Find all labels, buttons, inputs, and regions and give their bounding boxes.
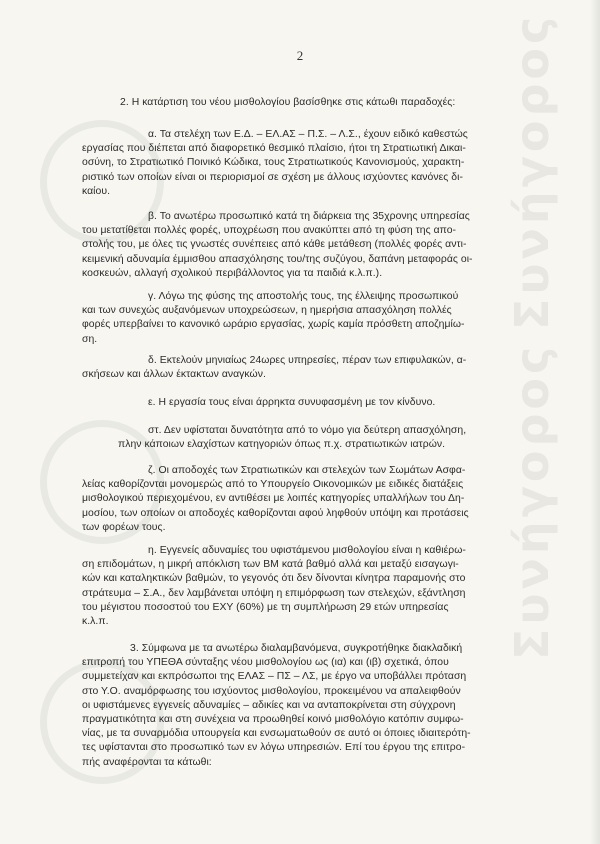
text-line: λείας καθορίζονται μονομερώς από το Υπουργείο Οικονομικών με ειδικές διατάξεις (82, 479, 464, 491)
text-line: του μετατίθεται πολλές φορές, υποχρέωση που ανακύπτει από τη φύση της απο- (82, 225, 457, 237)
paragraph-d (82, 354, 544, 382)
text-line: πραγματικότητα και στη συνέχεια να προωθηθεί κοινό μισθολόγιο κατόπιν συμφω- (82, 714, 464, 726)
text-line: στράτευμα – Σ.Α., δεν λαμβάνεται υπόψη η επιμόρφωση των στελεχών, εξάντληση (82, 587, 466, 599)
text-line: στ. Δεν υφίσταται δυνατότητα από το νόμο για δεύτερη απασχόληση, (148, 425, 467, 436)
text-line: κών και καταληκτικών βαθμών, το γεγονός ότι δεν δίνονται κίνητρα παραμονής στο (82, 573, 466, 585)
text-line: πλην κάποιων ελαχίστων κατηγοριών όπως π.χ. στρατιωτικών ιατρών. (118, 439, 446, 451)
text-line: κειμενική αδυναμία έμμισθου απασχόλησης του/της συζύγου, δαπάνη μεταφοράς οι- (82, 253, 473, 265)
text-line: στολής του, με όλες τις γνωστές συνέπειες από κάθε μετάθεση (πολλές φορές αντι- (82, 239, 467, 251)
paragraph-e (82, 396, 544, 410)
text-line: συμμετείχαν και εκπρόσωποι της ΕΛΑΣ – ΠΣ – ΛΣ, με έργο να υποβάλλει πρόταση (82, 671, 467, 683)
paragraph-2 (120, 96, 540, 110)
text-line: επιτροπή του ΥΠΕΘΑ σύνταξης νέου μισθολογίου ως (ια) και (ιβ) σχετικά, όπου (82, 657, 449, 669)
text-line: τες υφίστανται στο προσωπικό των εν λόγω υπηρεσιών. Επί του έργου της επιτρο- (82, 742, 466, 754)
text-line: ριστικό των οποίων είναι οι περιορισμοί σε σχέση με άλλους ισχύοντες κανόνες δι- (82, 171, 463, 183)
paragraph-3 (82, 642, 544, 770)
text-line: ζ. Οι αποδοχές των Στρατιωτικών και στελεχών των Σωμάτων Ασφα- (148, 465, 466, 476)
page-number: 2 (296, 48, 304, 63)
text-line: οσύνη, το Στρατιωτικό Ποινικό Κώδικα, τους Στρατιωτικούς Κανονισμούς, χαρακτη- (82, 157, 465, 169)
text-line: φορές υπερβαίνει το κανονικό ωράριο εργασίας, χωρίς καμία πρόσθετη αποζημίω- (82, 319, 465, 331)
paragraph-h (82, 544, 544, 629)
text-line: και των συνεχώς αυξανόμενων υποχρεώσεων, η ημερήσια απασχόληση πολλές (82, 305, 452, 317)
text-line: οι υφιστάμενες εγγενείς αδυναμίες – αδικίες και να ανταποκρίνεται στη σύγχρονη (82, 699, 456, 711)
text-line: εργασίας που διέπεται από διαφορετικό θεσμικό πλαίσιο, ήτοι τη Στρατιωτική Δικαι- (82, 143, 466, 155)
paragraph-a (82, 128, 544, 199)
paragraph-b (82, 210, 544, 281)
text-line: δ. Εκτελούν μηνιαίως 24ωρες υπηρεσίες, πέραν των επιφυλακών, α- (148, 355, 467, 366)
text-line: 2. Η κατάρτιση του νέου μισθολογίου βασίσθηκε στις κάτωθι παραδοχές: (120, 97, 456, 108)
text-line: μοσίου, των οποίων οι αποδοχές καθορίζονται αφού ληφθούν υπόψη και προτάσεις (82, 507, 469, 519)
text-line: μισθολογικού περιεχομένου, εν αντιθέσει με λοιπές κατηγορίες υπαλλήλων του Δη- (82, 493, 465, 505)
watermark-text: Συνήγορος (505, 12, 559, 330)
text-line: σκήσεων και άλλων έκτακτων αναγκών. (82, 369, 266, 381)
text-line: γ. Λόγω της φύσης της αποστολής τους, της έλλειψης προσωπικού (148, 291, 459, 302)
page-edge-shadow (590, 0, 600, 844)
text-line: κ.λ.π. (82, 616, 109, 628)
text-line: ε. Η εργασία τους είναι άρρηκτα συνυφασμένη με τον κίνδυνο. (148, 397, 436, 408)
text-line: κοσκευών, αλλαγή σχολικού περιβάλλοντος για τα παιδιά κ.λ.π.). (82, 267, 383, 279)
text-line: πής αναφέρονται τα κάτωθι: (82, 756, 212, 768)
text-line: ση επιδομάτων, η μικρή απόκλιση των ΒΜ κατά βαθμό αλλά και μεταξύ εισαγωγι- (82, 559, 459, 571)
text-line: καίου. (82, 185, 111, 197)
text-line: 3. Σύμφωνα με τα ανωτέρω διαλαμβανόμενα, συγκροτήθηκε διακλαδική (130, 643, 463, 654)
text-line: η. Εγγενείς αδυναμίες του υφιστάμενου μισθολογίου είναι η καθιέρω- (148, 545, 466, 556)
text-line: β. Το ανωτέρω προσωπικό κατά τη διάρκεια της 35χρονης υπηρεσίας (148, 211, 470, 222)
paragraph-g (82, 464, 544, 535)
paragraph-c (82, 290, 544, 347)
text-line: του μέγιστου ποσοστού του ΕΧΥ (60%) με τη συμπλήρωση 29 ετών υπηρεσίας (82, 601, 449, 613)
text-line: στο Υ.Ο. αναμόρφωσης του ισχύοντος μισθολογίου, προκειμένου να απαλειφθούν (82, 685, 461, 697)
text-line: α. Τα στελέχη των Ε.Δ. – ΕΛ.ΑΣ – Π.Σ. – Λ.Σ., έχουν ειδικό καθεστώς (148, 129, 468, 140)
watermark-text: Συνήγορος (505, 342, 559, 660)
text-line: των φορέων τους. (82, 521, 166, 533)
text-line: ση. (82, 333, 98, 345)
text-line: νίας, με τα συναρμόδια υπουργεία και ενσωματωθούν σε αυτό οι όποιες ιδιαιτερότη- (82, 728, 471, 740)
paragraph-f (82, 424, 544, 452)
